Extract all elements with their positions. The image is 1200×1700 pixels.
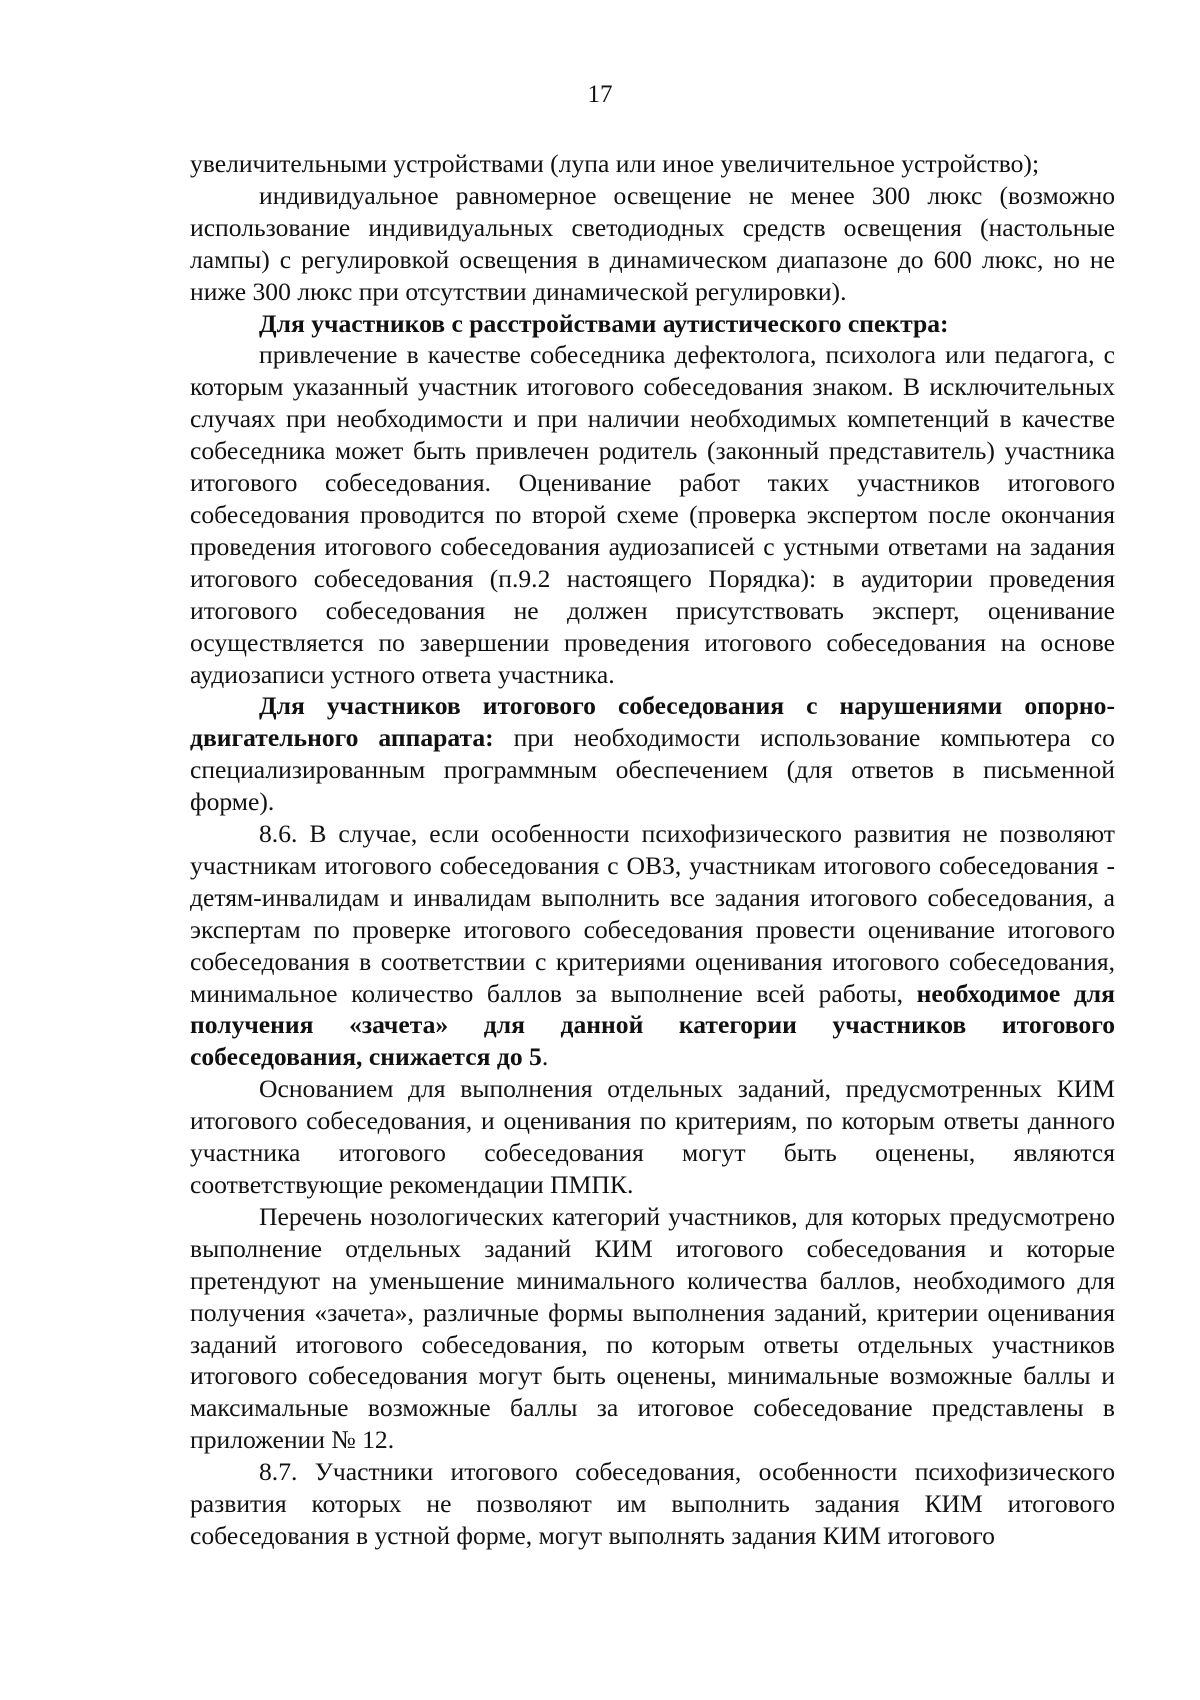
paragraph-basis: Основанием для выполнения отдельных заданий, предусмотренных КИМ итогового собеседования, и оценивания по критериям, по которым ответы данного участника итогового собеседования могут быть оценены, являются соответствующие рекомендации ПМПК. bbox=[190, 1074, 1115, 1199]
paragraph-autism-heading bbox=[190, 308, 1115, 340]
page-number: 17 bbox=[587, 81, 613, 108]
paragraph-autism-measures: привлечение в качестве собеседника дефектолога, психолога или педагога, с которым указанный участник итогового собеседования знаком. В исключительных случаях при необходимости и при наличии необходимых компетенций в качестве собеседника может быть привлечен родитель (законный представитель) участника итогового собеседования. Оценивание работ таких участников итогового собеседования проводится по второй схеме (проверка экспертом после окончания проведения итогового собеседования аудиозаписей с устными ответами на задания итогового собеседования (п.9.2 настоящего Порядка): в аудитории проведения итогового собеседования не должен присутствовать эксперт, оценивание осуществляется по завершении проведения итогового собеседования на основе аудиозаписи устного ответа участника. bbox=[190, 340, 1115, 689]
paragraph-8-6 bbox=[190, 818, 1115, 1073]
paragraph-lighting: индивидуальное равномерное освещение не менее 300 люкс (возможно использование индивидуальных светодиодных средств освещения (настольные лампы) с регулировкой освещения в динамическом диапазоне до 600 люкс, но не ниже 300 люкс при отсутствии динамической регулировки). bbox=[190, 180, 1115, 306]
paragraph-8-6-bold: необходимое для получения «зачета» для данной категории участников итогового собеседования, снижается до 5 bbox=[190, 978, 1116, 1072]
paragraph-magnifier-devices: увеличительными устройствами (лупа или иное увеличительное устройство); bbox=[190, 149, 1040, 178]
document-body bbox=[190, 148, 1115, 1552]
musculoskeletal-text: при необходимости использование компьютера со специализированным программным обеспечением (для ответов в письменной форме). bbox=[190, 723, 1115, 817]
paragraph-list-categories: Перечень нозологических категорий участников, для которых предусмотрено выполнение отдельных заданий КИМ итогового собеседования и которые претендуют на уменьшение минимального количества баллов, необходимого для получения «зачета», различные формы выполнения заданий, критерии оценивания заданий итогового собеседования, по которым ответы отдельных участников итогового собеседования могут быть оценены, минимальные возможные баллы и максимальные возможные баллы за итоговое собеседование представлены в приложении № 12. bbox=[190, 1201, 1115, 1455]
musculoskeletal-heading-bold: Для участников итогового собеседования с нарушениями опорно-двигательного аппарата: bbox=[190, 691, 1115, 753]
paragraph-8-6-end: . bbox=[541, 1042, 549, 1072]
paragraph-8-6-text: 8.6. В случае, если особенности психофизического развития не позволяют участникам итогового собеседования с ОВЗ, участникам итогового собеседования - детям-инвалидам и инвалидам выполнить все задания итогового собеседования, а экспертам по проверке итогового собеседования провести оценивание итогового собеседования в соответствии с критериями оценивания итогового собеседования, минимальное количество баллов за выполнение всей работы, bbox=[190, 819, 1115, 1008]
paragraph-8-7: 8.7. Участники итогового собеседования, особенности психофизического развития которых не позволяют им выполнить задания КИМ итогового собеседования в устной форме, могут выполнять задания КИМ итогового bbox=[190, 1457, 1115, 1550]
autism-heading-bold: Для участников с расстройствами аутистического спектра: bbox=[259, 308, 949, 338]
paragraph-musculoskeletal bbox=[190, 690, 1115, 818]
